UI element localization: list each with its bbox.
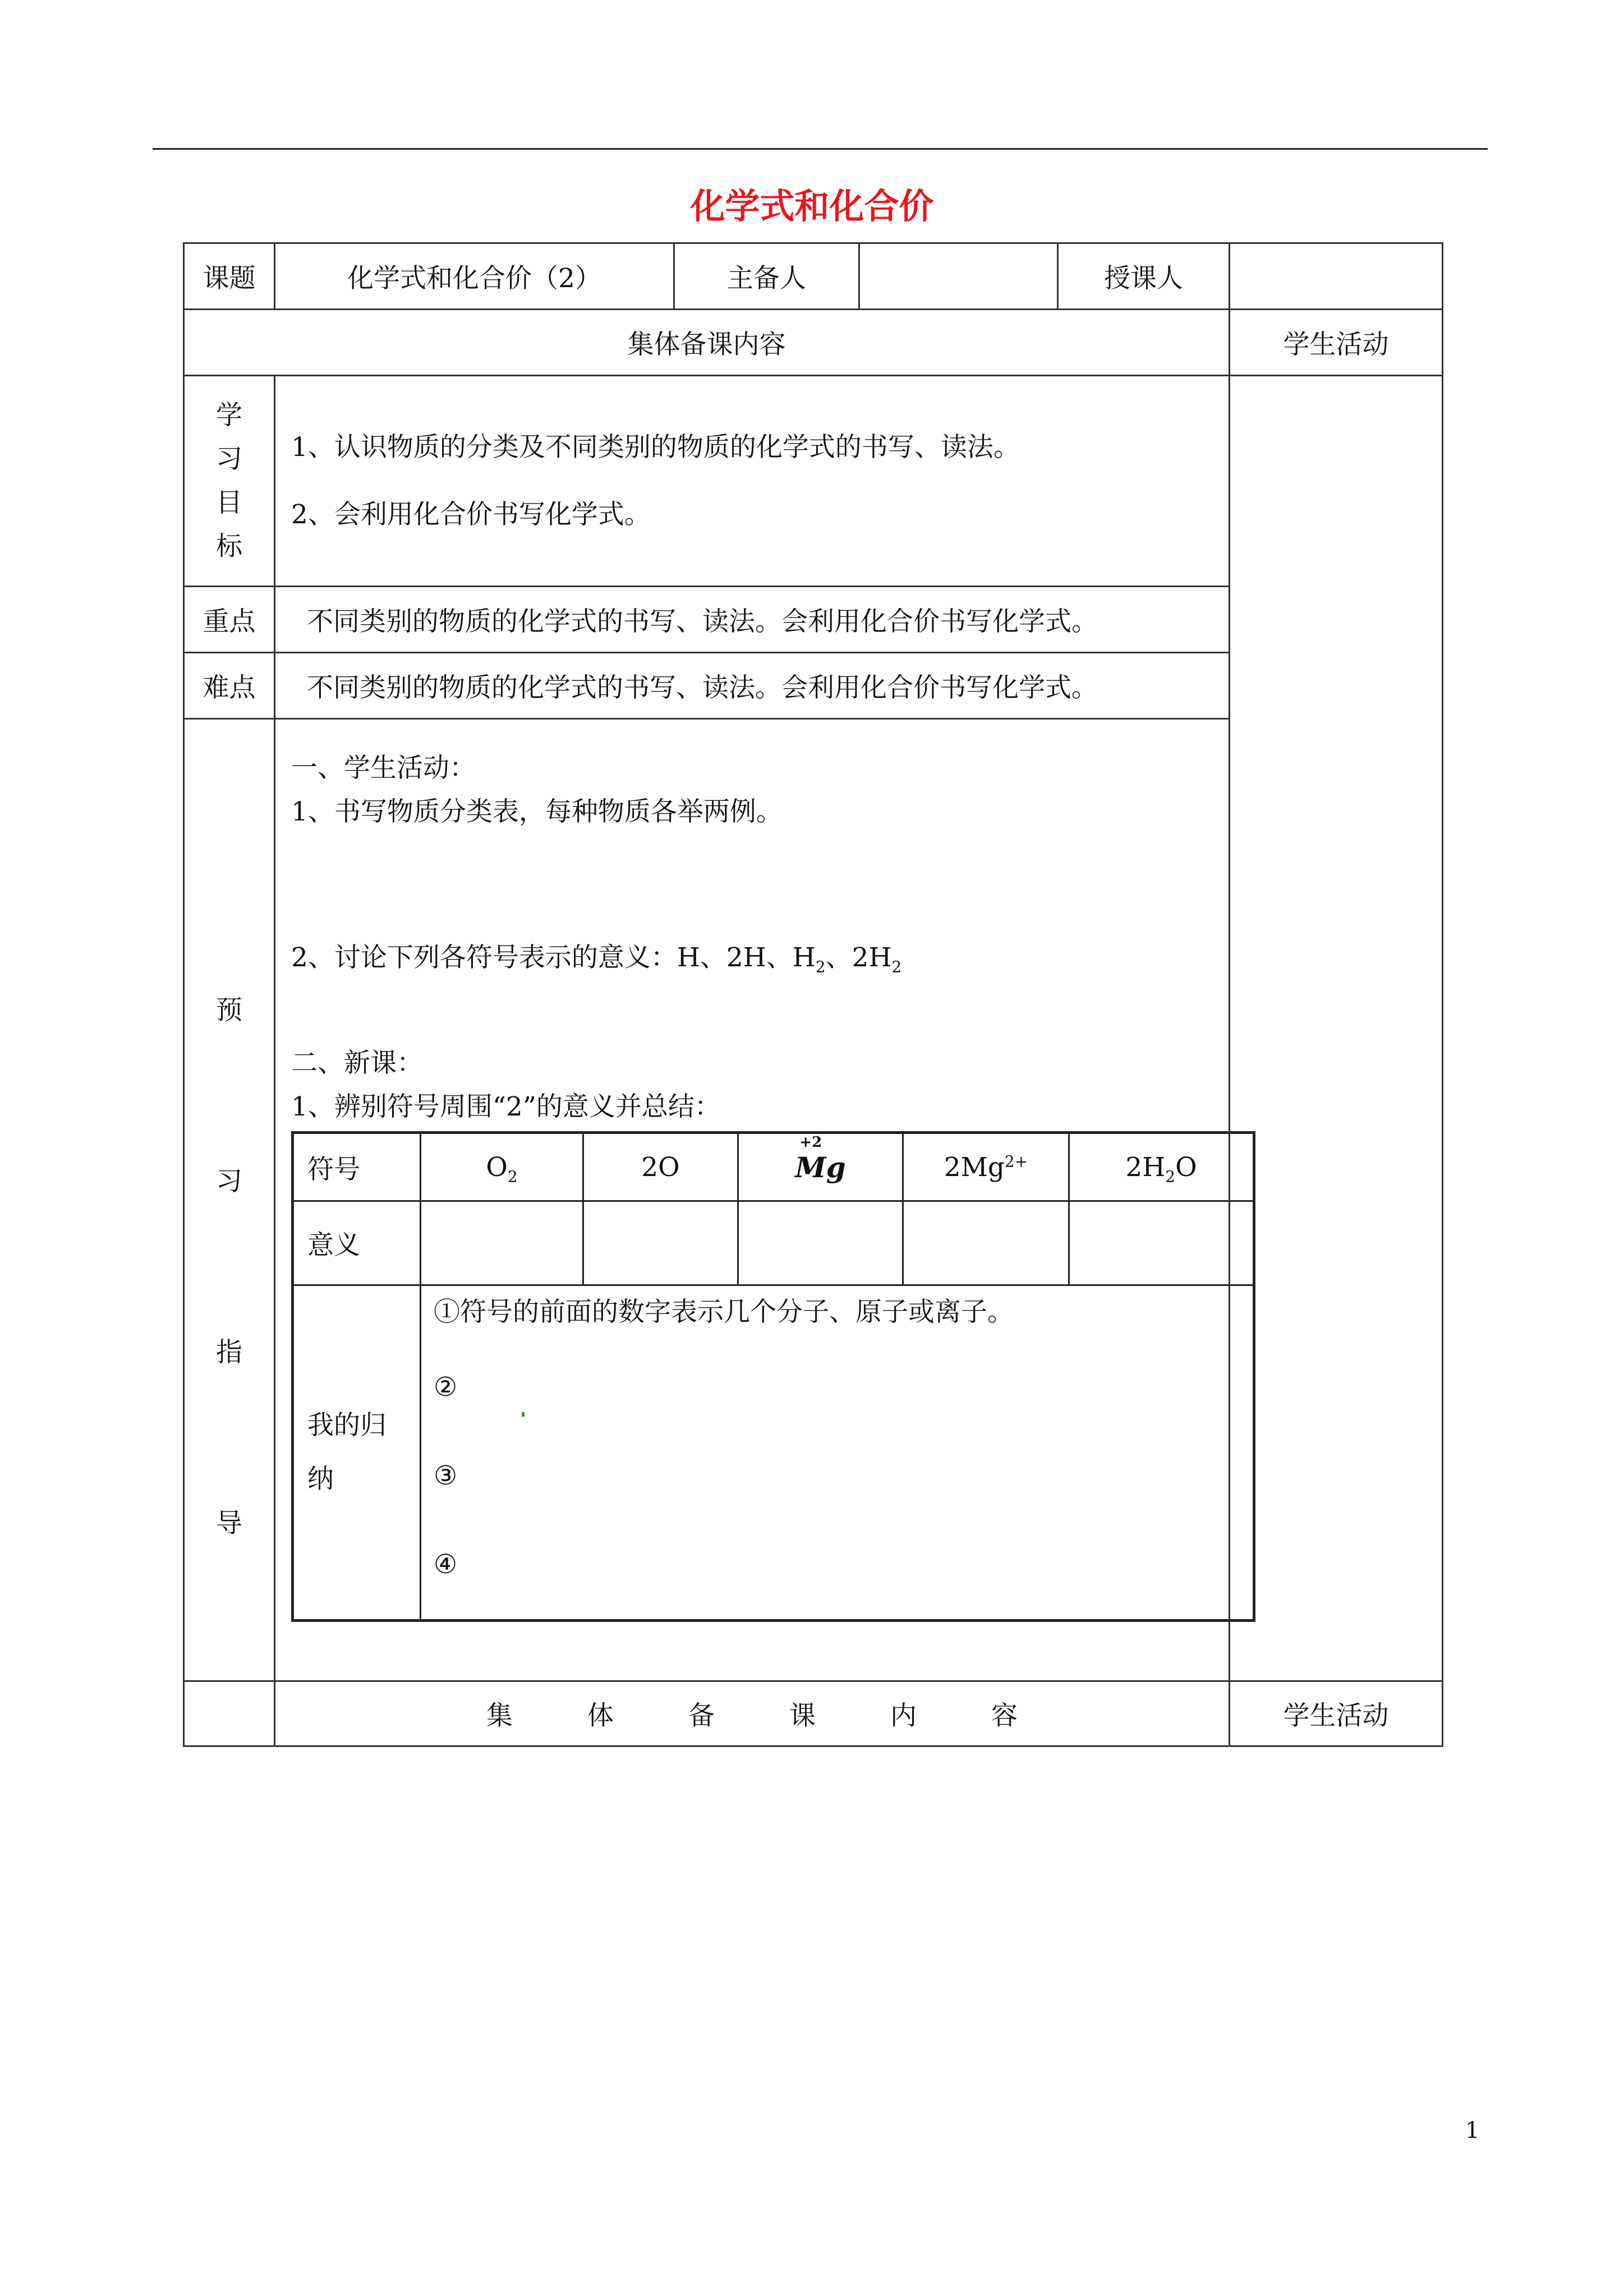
footer-student-activity: 学生活动 xyxy=(1230,1681,1443,1746)
preparer-label: 主备人 xyxy=(674,243,859,310)
meaning-cell xyxy=(1069,1201,1254,1285)
info-row xyxy=(184,243,1443,310)
symbol-row xyxy=(293,1133,1254,1201)
preparer-value xyxy=(859,243,1058,310)
difficulty-label: 难点 xyxy=(184,653,275,719)
task-classification: 1、书写物质分类表，每种物质各举两例。 xyxy=(291,796,783,827)
student-activity-header: 学生活动 xyxy=(1230,310,1443,376)
goals-label-text: 学习目标 xyxy=(216,399,242,562)
topic-label: 课题 xyxy=(184,243,275,310)
footer-content-header: 集 体 备 课 内 容 xyxy=(275,1681,1230,1746)
teacher-label: 授课人 xyxy=(1058,243,1230,310)
activity-heading: 一、学生活动： xyxy=(291,753,476,783)
summary-label: 我的归纳 xyxy=(293,1285,421,1621)
page-title: 化学式和化合价 xyxy=(690,186,934,227)
teacher-value xyxy=(1230,243,1443,310)
symbol-water: $2H_2O$ xyxy=(1069,1133,1254,1201)
lesson-plan-table xyxy=(183,242,1443,1747)
summary-item: ①符号的前面的数字表示几个分子、原子或离子。 xyxy=(434,1297,1014,1327)
key-point-label: 重点 xyxy=(184,587,275,653)
meaning-cell xyxy=(583,1201,738,1285)
meaning-cell xyxy=(738,1201,903,1285)
symbol-mg-valence: +2 Mg xyxy=(738,1133,903,1201)
summary-item: ③ xyxy=(434,1460,458,1491)
symbol-o2: $O_2$ xyxy=(421,1133,583,1201)
goal-item: 1、认识物质的分类及不同类别的物质的化学式的书写、读法。 xyxy=(291,431,1020,463)
meaning-row xyxy=(293,1201,1254,1285)
footer-blank xyxy=(184,1681,275,1746)
section-header-row xyxy=(184,310,1443,376)
goals-row xyxy=(184,376,1443,587)
preview-label-text: 预习指导 xyxy=(216,995,242,1539)
new-lesson-heading: 二、新课： xyxy=(291,1048,423,1078)
symbol-mg-ion: $2Mg^{2+}$ xyxy=(903,1133,1069,1201)
meaning-label: 意义 xyxy=(293,1201,421,1285)
goal-item: 2、会利用化合价书写化学式。 xyxy=(291,499,651,530)
symbol-label: 符号 xyxy=(293,1133,421,1201)
summary-content xyxy=(421,1285,1254,1621)
page-number: 1 xyxy=(1465,2118,1480,2143)
header-rule xyxy=(153,148,1488,150)
topic-value: 化学式和化合价（2） xyxy=(275,243,674,310)
symbol-table xyxy=(291,1131,1255,1622)
footer-row xyxy=(184,1681,1443,1746)
symbol-2o: 2O xyxy=(583,1133,738,1201)
summary-row xyxy=(293,1285,1254,1621)
meaning-cell xyxy=(421,1201,583,1285)
goals-label xyxy=(184,376,275,587)
preview-label xyxy=(184,719,275,1681)
difficulty-text: 不同类别的物质的化学式的书写、读法。会利用化合价书写化学式。 xyxy=(275,653,1230,719)
key-point-text: 不同类别的物质的化学式的书写、读法。会利用化合价书写化学式。 xyxy=(275,587,1230,653)
task-symbols: 2、讨论下列各符号表示的意义：H、2H、$H_2$、$2H_2$ xyxy=(291,942,902,976)
summary-item: ② xyxy=(434,1372,458,1403)
content-header: 集体备课内容 xyxy=(184,310,1230,376)
meaning-cell xyxy=(903,1201,1069,1285)
goals-content xyxy=(275,376,1230,587)
student-activity-column xyxy=(1230,376,1443,1681)
preview-content xyxy=(275,719,1230,1681)
summary-item: ④ xyxy=(434,1549,458,1580)
new-lesson-task: 1、辨别符号周围“2”的意义并总结： xyxy=(291,1091,721,1122)
stray-mark xyxy=(522,1412,525,1417)
